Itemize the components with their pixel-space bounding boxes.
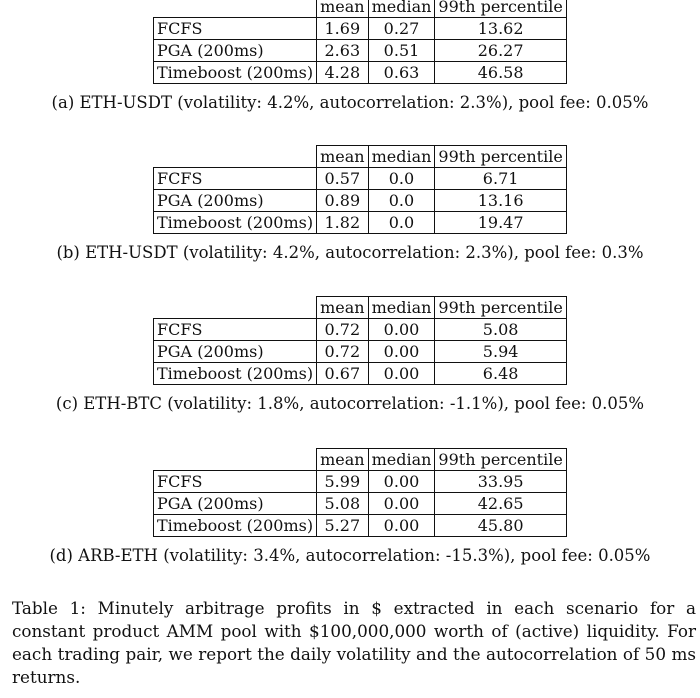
header-mean: mean bbox=[317, 0, 368, 18]
table-row bbox=[154, 40, 567, 62]
subtable-caption: (a) ETH-USDT (volatility: 4.2%, autocorrelation: 2.3%), pool fee: 0.05% bbox=[51, 93, 649, 112]
results-table bbox=[153, 296, 567, 385]
cell-p99: 26.27 bbox=[435, 40, 566, 62]
cell-median: 0.0 bbox=[368, 212, 435, 234]
cell-median: 0.00 bbox=[368, 471, 435, 493]
subtable-a bbox=[0, 0, 700, 112]
cell-p99: 42.65 bbox=[435, 493, 566, 515]
cell-median: 0.00 bbox=[368, 341, 435, 363]
table-row bbox=[154, 471, 567, 493]
subtable-d bbox=[0, 448, 700, 565]
header-mean: mean bbox=[317, 297, 368, 319]
subtable-caption: (d) ARB-ETH (volatility: 3.4%, autocorrelation: -15.3%), pool fee: 0.05% bbox=[49, 546, 651, 565]
header-row bbox=[154, 146, 567, 168]
row-label: Timeboost (200ms) bbox=[154, 212, 317, 234]
cell-median: 0.00 bbox=[368, 493, 435, 515]
cell-p99: 33.95 bbox=[435, 471, 566, 493]
row-label: FCFS bbox=[154, 471, 317, 493]
row-label: Timeboost (200ms) bbox=[154, 515, 317, 537]
table-caption: Table 1: Minutely arbitrage profits in $ extracted in each scenario for a constant product AMM pool with $100,000,000 worth of (active) liquidity. For each trading pair, we report the daily volatility and the autocorrelation of 50 ms returns. bbox=[12, 598, 696, 687]
table-row bbox=[154, 18, 567, 40]
cell-p99: 45.80 bbox=[435, 515, 566, 537]
cell-p99: 46.58 bbox=[435, 62, 566, 84]
header-median: median bbox=[368, 297, 435, 319]
cell-mean: 5.08 bbox=[317, 493, 368, 515]
cell-p99: 5.08 bbox=[435, 319, 566, 341]
cell-median: 0.00 bbox=[368, 515, 435, 537]
cell-p99: 13.16 bbox=[435, 190, 566, 212]
header-mean: mean bbox=[317, 449, 368, 471]
cell-mean: 0.67 bbox=[317, 363, 368, 385]
row-label: Timeboost (200ms) bbox=[154, 62, 317, 84]
row-label: FCFS bbox=[154, 319, 317, 341]
header-row bbox=[154, 0, 567, 18]
cell-p99: 19.47 bbox=[435, 212, 566, 234]
header-median: median bbox=[368, 0, 435, 18]
results-table bbox=[153, 448, 567, 537]
table-row bbox=[154, 515, 567, 537]
table-row bbox=[154, 363, 567, 385]
header-blank bbox=[154, 146, 317, 168]
header-row bbox=[154, 449, 567, 471]
header-row bbox=[154, 297, 567, 319]
results-table bbox=[153, 145, 567, 234]
cell-mean: 5.99 bbox=[317, 471, 368, 493]
cell-mean: 0.57 bbox=[317, 168, 368, 190]
cell-mean: 1.69 bbox=[317, 18, 368, 40]
header-p99: 99th percentile bbox=[435, 449, 566, 471]
header-blank bbox=[154, 449, 317, 471]
row-label: FCFS bbox=[154, 168, 317, 190]
table-row bbox=[154, 341, 567, 363]
subtable-caption: (c) ETH-BTC (volatility: 1.8%, autocorrelation: -1.1%), pool fee: 0.05% bbox=[55, 394, 645, 413]
cell-mean: 1.82 bbox=[317, 212, 368, 234]
header-median: median bbox=[368, 146, 435, 168]
cell-p99: 5.94 bbox=[435, 341, 566, 363]
header-mean: mean bbox=[317, 146, 368, 168]
header-blank bbox=[154, 0, 317, 18]
row-label: PGA (200ms) bbox=[154, 493, 317, 515]
header-p99: 99th percentile bbox=[435, 146, 566, 168]
row-label: PGA (200ms) bbox=[154, 341, 317, 363]
cell-mean: 0.72 bbox=[317, 341, 368, 363]
cell-median: 0.00 bbox=[368, 363, 435, 385]
table-row bbox=[154, 168, 567, 190]
header-p99: 99th percentile bbox=[435, 0, 566, 18]
cell-p99: 6.71 bbox=[435, 168, 566, 190]
table-row bbox=[154, 62, 567, 84]
cell-median: 0.27 bbox=[368, 18, 435, 40]
row-label: PGA (200ms) bbox=[154, 190, 317, 212]
header-blank bbox=[154, 297, 317, 319]
cell-median: 0.51 bbox=[368, 40, 435, 62]
table-row bbox=[154, 493, 567, 515]
cell-median: 0.00 bbox=[368, 319, 435, 341]
cell-mean: 2.63 bbox=[317, 40, 368, 62]
row-label: PGA (200ms) bbox=[154, 40, 317, 62]
cell-mean: 5.27 bbox=[317, 515, 368, 537]
cell-median: 0.0 bbox=[368, 190, 435, 212]
subtable-caption: (b) ETH-USDT (volatility: 4.2%, autocorrelation: 2.3%), pool fee: 0.3% bbox=[56, 243, 644, 262]
header-p99: 99th percentile bbox=[435, 297, 566, 319]
header-median: median bbox=[368, 449, 435, 471]
cell-median: 0.63 bbox=[368, 62, 435, 84]
subtable-c bbox=[0, 296, 700, 413]
row-label: Timeboost (200ms) bbox=[154, 363, 317, 385]
results-table bbox=[153, 0, 567, 84]
table-row bbox=[154, 212, 567, 234]
cell-mean: 4.28 bbox=[317, 62, 368, 84]
table-row bbox=[154, 190, 567, 212]
cell-mean: 0.72 bbox=[317, 319, 368, 341]
cell-p99: 6.48 bbox=[435, 363, 566, 385]
subtable-b bbox=[0, 145, 700, 262]
cell-p99: 13.62 bbox=[435, 18, 566, 40]
row-label: FCFS bbox=[154, 18, 317, 40]
cell-mean: 0.89 bbox=[317, 190, 368, 212]
table-row bbox=[154, 319, 567, 341]
cell-median: 0.0 bbox=[368, 168, 435, 190]
